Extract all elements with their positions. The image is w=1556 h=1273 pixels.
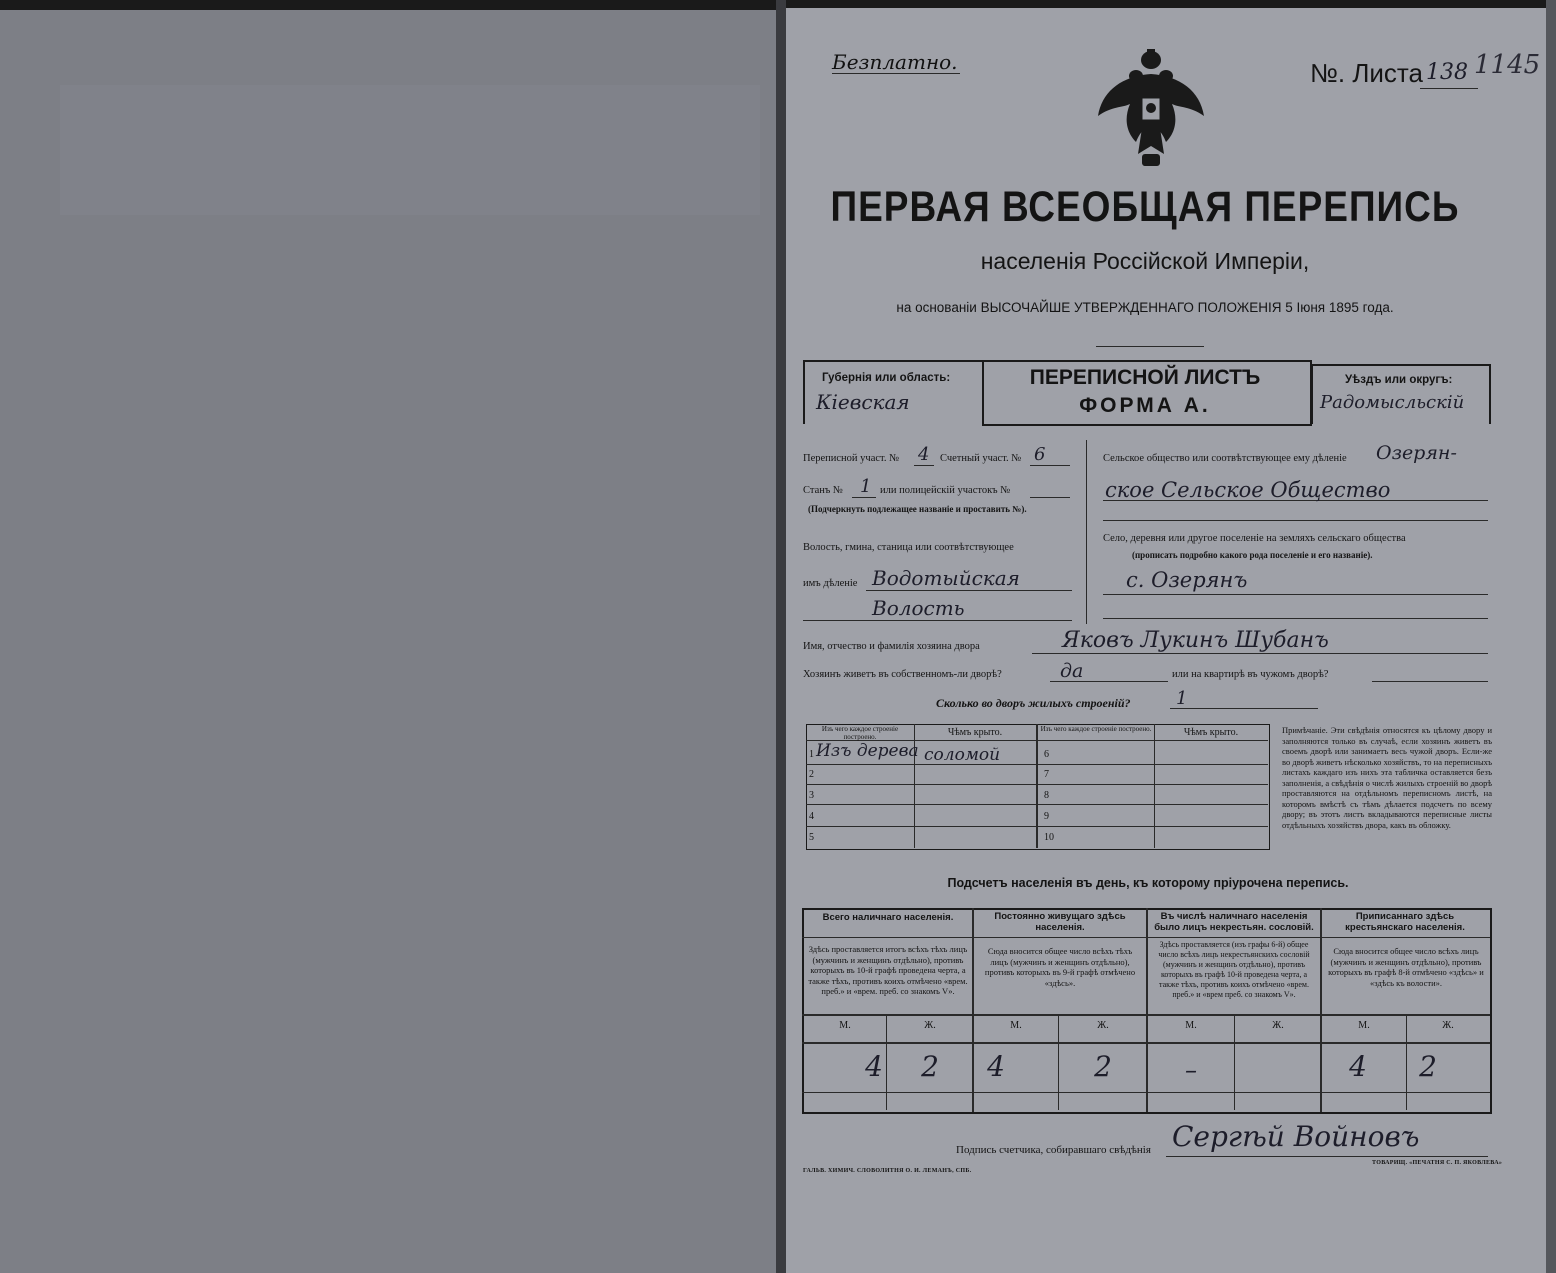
owner-name-value: Яковъ Лукинъ Шубанъ <box>1062 628 1329 653</box>
village-label: Село, деревня или другое поселеніе на земляхъ сельскаго общества <box>1103 533 1406 544</box>
col1-f-value: 2 <box>921 1050 939 1083</box>
sheet-number-value: 138 <box>1426 60 1468 85</box>
col3-m-value: – <box>1185 1056 1197 1084</box>
printer-mark-left: ГАЛЬВ. ХИМИЧ. СЛОВОЛИТНЯ О. И. ЛЕМАНЪ, СПБ. <box>803 1168 972 1174</box>
sheet-number-alt: 1145 <box>1474 50 1541 80</box>
police-label: или полицейскій участокъ № <box>880 485 1011 496</box>
row-number-6: 6 <box>1044 749 1049 760</box>
building-1-material: Изъ дерева <box>816 741 919 761</box>
sheet-number-label: №. Листа <box>1310 58 1424 88</box>
count-col1-title: Всего наличнаго населенія. <box>822 912 954 923</box>
count-col2-desc: Сюда вносится общее число всѣхъ тѣхъ лицъ (мужчинъ и женщинъ отдѣльно), противъ которыхъ въ 9-й графѣ отмѣчено «здѣсь». <box>984 946 1136 988</box>
page-edge <box>1546 0 1556 1273</box>
col4-f-value: 2 <box>1419 1050 1437 1083</box>
census-subtitle: населенія Россійской Имперіи, <box>980 248 1310 274</box>
count-heading: Подсчетъ населенія въ день, къ которому пріурочена перепись. <box>947 876 1349 890</box>
volost-label-2: имъ дѣленіе <box>803 578 858 589</box>
count-col1-desc: Здѣсь проставляется итогъ всѣхъ тѣхъ лицъ (мужчинъ и женщинъ отдѣльно), противъ которыхъ въ 10-й графѣ проведена черта, а также тѣхъ, противъ коихъ отмѣчено «врем. преб.» и «врем. преб. со знакомъ V». <box>808 944 968 996</box>
volost-value-2: Волость <box>872 596 965 620</box>
guberniya-value: Кіевская <box>816 390 910 414</box>
guberniya-label: Губернія или область: <box>822 372 951 384</box>
col1-m-value: 4 <box>865 1050 883 1083</box>
col-roof-header-2: Чѣмъ крыто. <box>1183 727 1239 738</box>
printer-mark-right: ТОВАРИЩ. «ПЕЧАТНЯ С. П. ЯКОВЛЕВА» <box>1372 1160 1503 1166</box>
count-col3-desc: Здѣсь проставляется (изъ графы 6-й) общее число всѣхъ лицъ некрестьянскихъ сословій (мужчинъ и женщинъ отдѣльно), противъ которыхъ въ графѣ 10-й проведена черта, а также тѣхъ, противъ коихъ отмѣчено «врем. преб.» и «врем преб. со знакомъ V». <box>1158 940 1310 999</box>
perepis-uch-label: Переписной участ. № <box>803 453 900 464</box>
signature-value: Сергѣй Войновъ <box>1172 1120 1420 1153</box>
count-col4-title: Приписаннаго здѣсь крестьянскаго населенія. <box>1345 911 1465 933</box>
col3-f-label: Ж. <box>1272 1020 1284 1031</box>
col4-m-label: М. <box>1358 1020 1370 1031</box>
buildings-value: 1 <box>1176 688 1188 709</box>
col1-f-label: Ж. <box>924 1020 936 1031</box>
left-page-bleed-through <box>60 85 760 215</box>
owner-name-label: Имя, отчество и фамилія хозяина двора <box>803 641 980 652</box>
form-title-line1: ПЕРЕПИСНОЙ ЛИСТЪ <box>1029 366 1261 389</box>
society-label: Сельское общество или соотвѣтствующее ему дѣленіе <box>1103 453 1347 464</box>
volost-value-1: Водотыйская <box>872 566 1020 590</box>
col-roof-header: Чѣмъ крыто. <box>947 727 1003 738</box>
village-note: (прописать подробно какого рода поселеніе и его названіе). <box>1132 550 1373 560</box>
free-label: Безплатно. <box>832 50 958 74</box>
row-number-9: 9 <box>1044 811 1049 822</box>
count-col2-title: Постоянно живущаго здѣсь населенія. <box>994 911 1126 933</box>
rent-yard-label: или на квартирѣ въ чужомъ дворѣ? <box>1172 669 1329 680</box>
count-col3-title: Въ числѣ наличнаго населенія было лицъ некрестьян. сословій. <box>1154 911 1314 933</box>
row-number-4: 4 <box>809 811 814 822</box>
stan-value: 1 <box>860 476 872 497</box>
col-material-header: Изъ чего каждое строеніе построено. <box>821 725 899 741</box>
row-number-3: 3 <box>809 790 814 801</box>
imperial-eagle-emblem <box>1092 46 1210 170</box>
uezd-value: Радомысльскій <box>1320 392 1465 413</box>
row-number-10: 10 <box>1044 832 1054 843</box>
schet-uch-value: 6 <box>1034 444 1046 465</box>
buildings-label: Сколько во дворъ жилыхъ строеній? <box>936 696 1131 710</box>
census-title: ПЕРВАЯ ВСЕОБЩАЯ ПЕРЕПИСЬ <box>830 182 1460 230</box>
book-spine <box>776 0 786 1273</box>
col3-m-label: М. <box>1185 1020 1197 1031</box>
underline-note: (Подчеркнуть подлежащее названіе и проставить №). <box>808 504 1027 514</box>
col2-f-value: 2 <box>1094 1050 1112 1083</box>
buildings-note: Примѣчаніе. Эти свѣдѣнія относятся къ цѣлому двору и заполняются только въ случаѣ, если хозяинъ живетъ въ своемъ дворѣ или занимаетъ весь чужой дворъ. Если-же во дворѣ живетъ нѣсколько хозяйствъ, то на переписныхъ листахъ каждаго изъ нихъ эта табличка оставляется безъ заполненія, а свѣдѣнія о числѣ жилыхъ строеній во дворѣ проставляются на отдѣльномъ переписномъ листѣ, на которомъ вмѣстѣ съ тѣмъ дѣлается подсчетъ по всему двору; въ этотъ листъ вкладываются переписные листы отдѣльныхъ хозяйствъ двора, какъ въ обложку. <box>1282 725 1492 830</box>
col4-f-label: Ж. <box>1442 1020 1454 1031</box>
row-number-8: 8 <box>1044 790 1049 801</box>
society-value-1: Озерян- <box>1376 442 1457 464</box>
census-basis: на основаніи ВЫСОЧАЙШЕ УТВЕРЖДЕННАГО ПОЛОЖЕНІЯ 5 Іюня 1895 года. <box>896 300 1394 315</box>
own-yard-label: Хозяинъ живетъ въ собственномъ-ли дворѣ? <box>803 669 1002 680</box>
row-number-2: 2 <box>809 769 814 780</box>
col-material-header-2: Изъ чего каждое строеніе построено. <box>1040 725 1152 733</box>
row-number-1: 1 <box>809 749 814 760</box>
col2-m-label: М. <box>1010 1020 1022 1031</box>
own-yard-value: да <box>1060 660 1084 682</box>
row-number-7: 7 <box>1044 769 1049 780</box>
col2-m-value: 4 <box>987 1050 1005 1083</box>
perepis-uch-value: 4 <box>918 444 930 465</box>
society-value-2: ское Сельское Общество <box>1105 478 1391 502</box>
col4-m-value: 4 <box>1349 1050 1367 1083</box>
village-value: с. Озерянъ <box>1126 568 1248 592</box>
signature-label: Подпись счетчика, собиравшаго свѣдѣнія <box>956 1144 1151 1156</box>
schet-uch-label: Счетный участ. № <box>940 453 1022 464</box>
row-number-5: 5 <box>809 832 814 843</box>
volost-label-1: Волость, гмина, станица или соотвѣтствующее <box>803 542 1014 553</box>
uezd-label: Уѣздъ или округъ: <box>1345 374 1453 386</box>
building-1-roof: соломой <box>924 745 1001 765</box>
form-title-line2: ФОРМА А. <box>1079 394 1211 417</box>
col2-f-label: Ж. <box>1097 1020 1109 1031</box>
count-col4-desc: Сюда вносится общее число всѣхъ лицъ (мужчинъ и женщинъ отдѣльно), противъ которыхъ въ графѣ 8-й отмѣчено «здѣсь» и «здѣсь къ волости». <box>1328 946 1484 988</box>
stan-label: Станъ № <box>803 485 843 496</box>
col1-m-label: М. <box>839 1020 851 1031</box>
